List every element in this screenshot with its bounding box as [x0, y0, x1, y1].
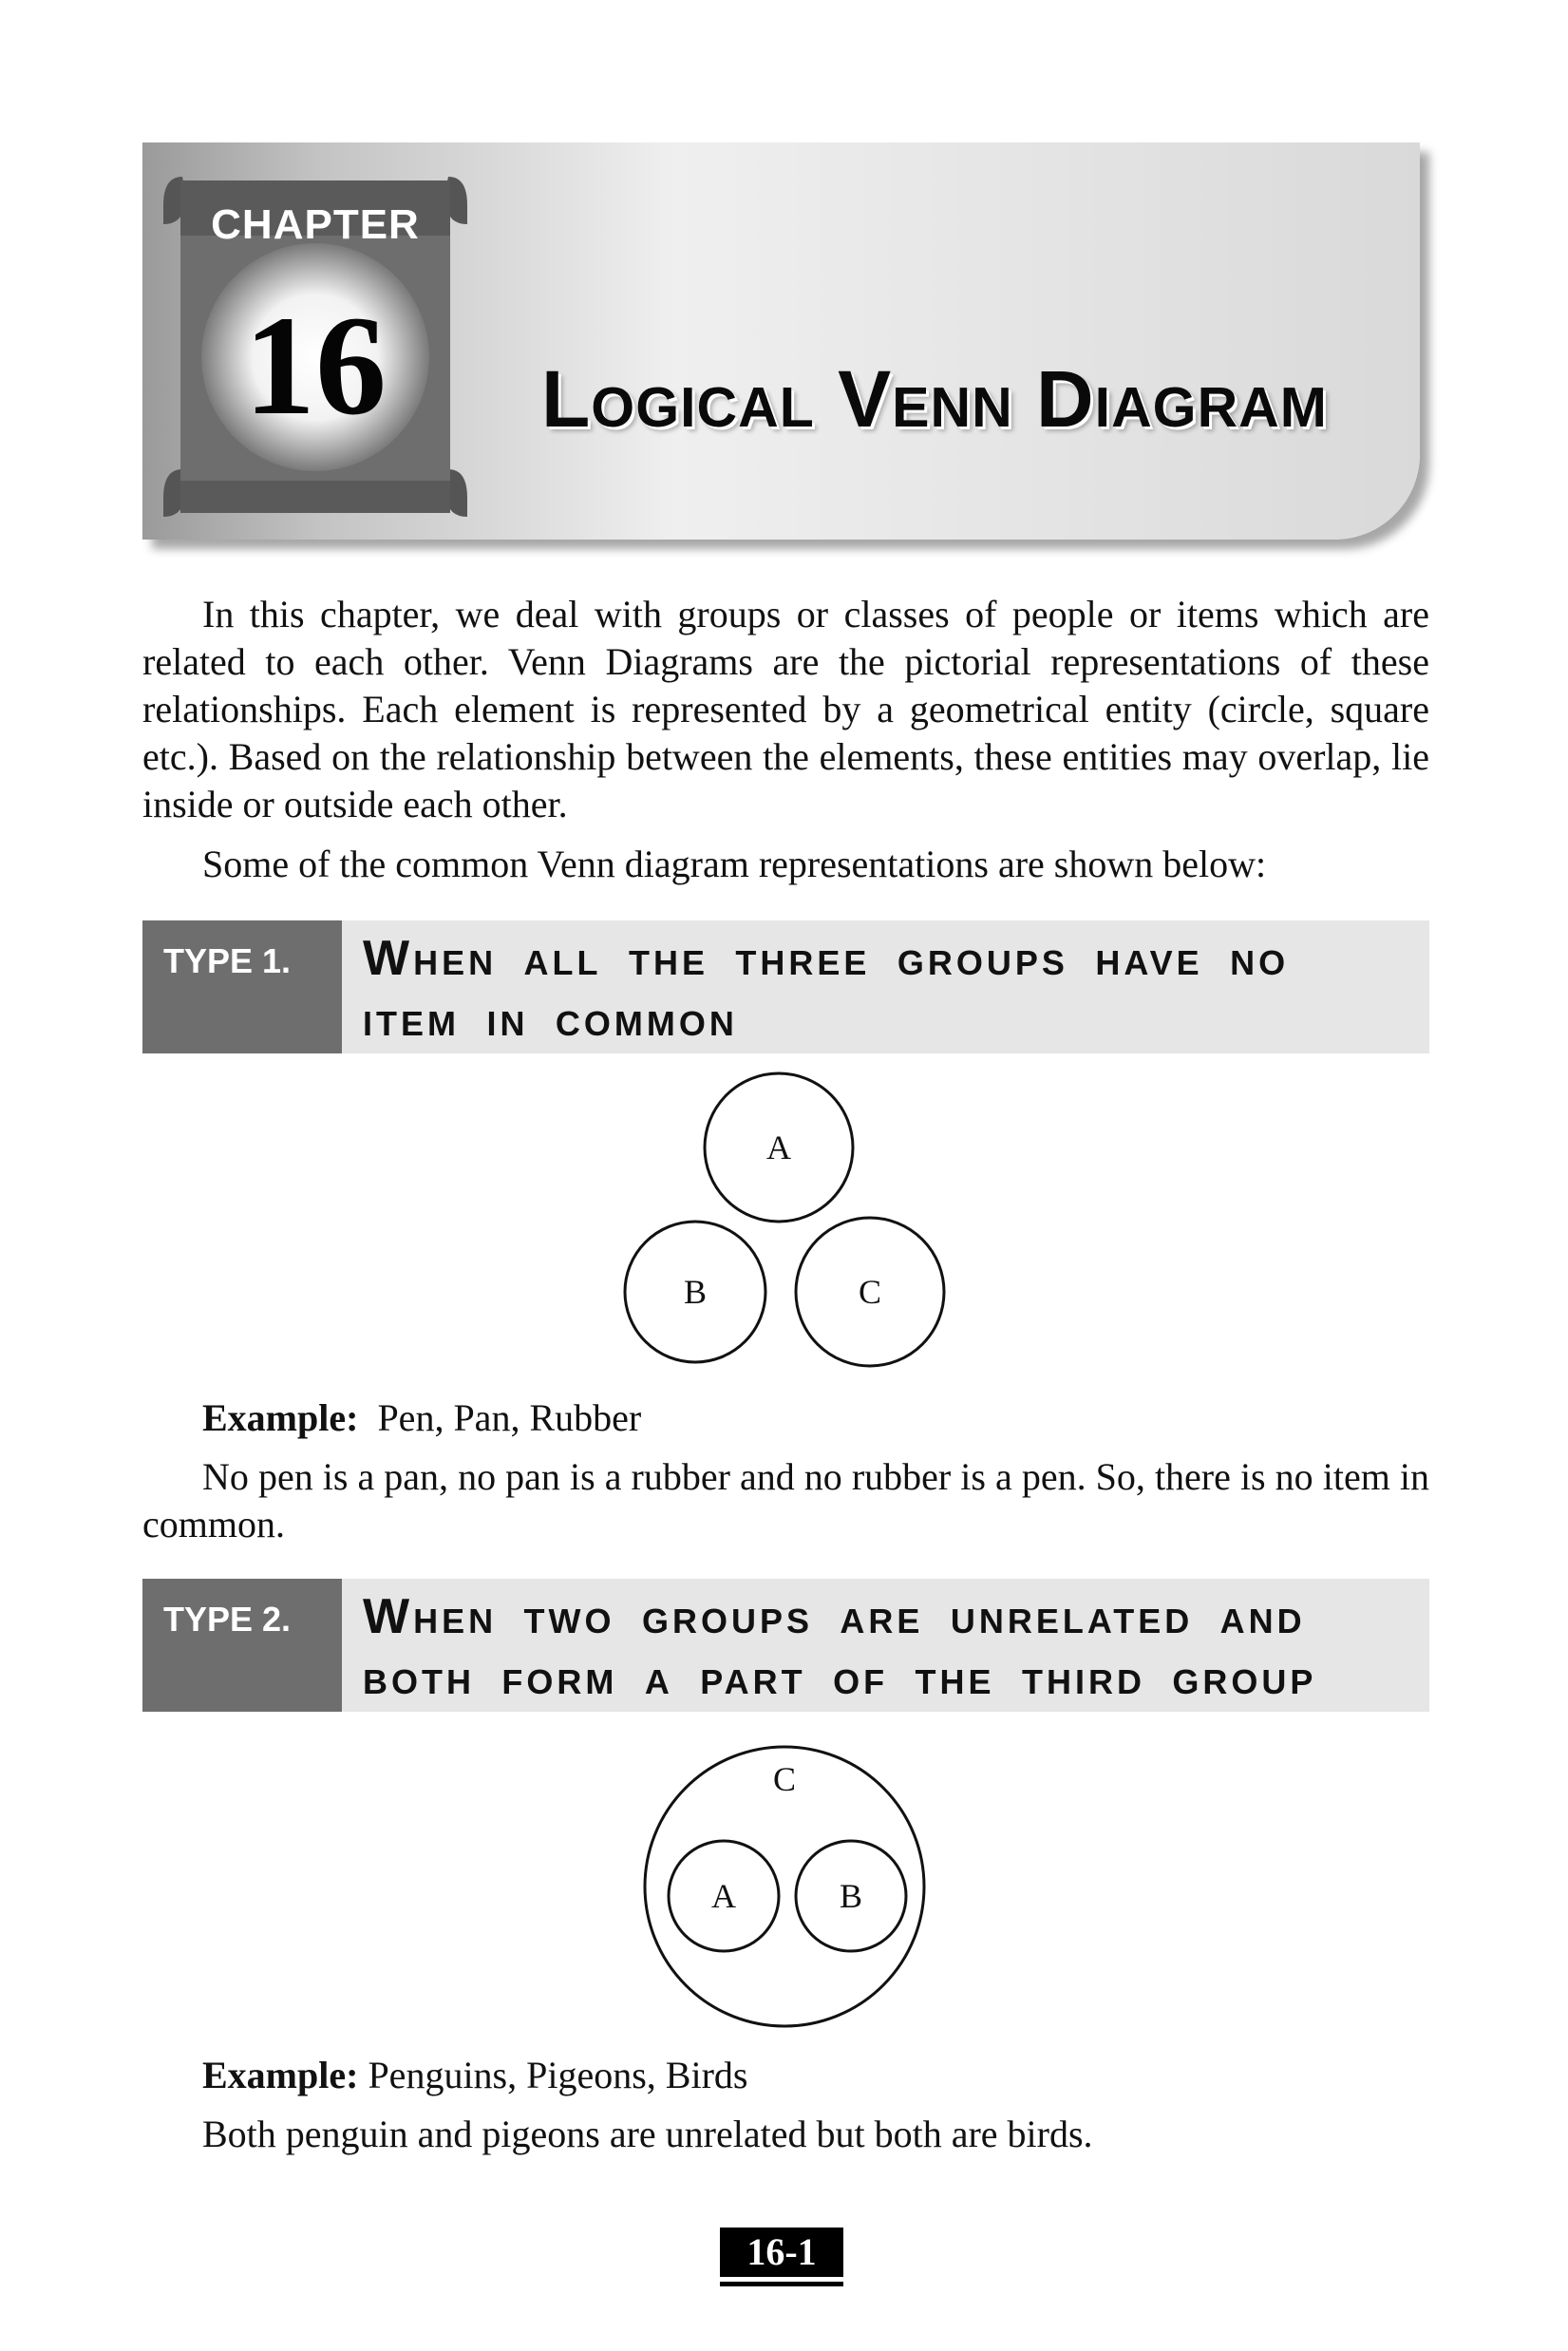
- type1-label: TYPE 1.: [142, 920, 342, 1053]
- type2-example: [202, 2052, 747, 2099]
- type2-header: [142, 1579, 1429, 1712]
- circle-a-inner-label: A: [711, 1877, 736, 1915]
- intro-paragraph: In this chapter, we deal with groups or classes of people or items which are related to each other. Venn Diagrams are the pictorial representations of these relationships. Each element is represented by a geometrical entity (circle, square etc.). Based on the relationship between the elements, these entities may overlap, lie inside or outside each other.: [142, 593, 1429, 825]
- type1-venn-diagram: [617, 1064, 959, 1382]
- type1-header: [142, 920, 1429, 1053]
- type1-heading: When all the three groups have no item in common: [363, 931, 1290, 1047]
- type1-example: [202, 1394, 641, 1442]
- type1-example-value: Pen, Pan, Rubber: [377, 1396, 642, 1439]
- page-number-underline: [720, 2282, 843, 2286]
- intro-lead: Some of the common Venn diagram representations are shown below:: [202, 843, 1267, 885]
- type1-explanation: No pen is a pan, no pan is a rubber and no rubber is a pen. So, there is no item in common.: [142, 1455, 1429, 1545]
- chapter-banner: [142, 142, 1420, 540]
- circle-b-inner-label: B: [839, 1877, 863, 1915]
- type2-label: TYPE 2.: [142, 1579, 342, 1712]
- page-number: 16-1: [720, 2228, 843, 2277]
- type2-venn-diagram: [636, 1738, 940, 2047]
- type1-example-label: Example:: [202, 1396, 359, 1439]
- circle-b-label: B: [683, 1273, 708, 1311]
- circle-c-label: C: [858, 1273, 882, 1311]
- circle-c-outer-label: C: [772, 1760, 797, 1798]
- type2-explanation: Both penguin and pigeons are unrelated but both are birds.: [202, 2113, 1093, 2155]
- chapter-scroll-emblem: [163, 167, 467, 526]
- circle-a-label: A: [766, 1128, 791, 1166]
- chapter-title: Logical Venn Diagram: [541, 354, 1328, 444]
- chapter-label: CHAPTER: [211, 201, 420, 248]
- type2-heading: When two groups are unrelated and both form a part of the third group: [363, 1589, 1317, 1705]
- type2-example-value: Penguins, Pigeons, Birds: [368, 2054, 748, 2096]
- chapter-number: 16: [244, 287, 387, 445]
- type2-example-label: Example:: [202, 2054, 359, 2096]
